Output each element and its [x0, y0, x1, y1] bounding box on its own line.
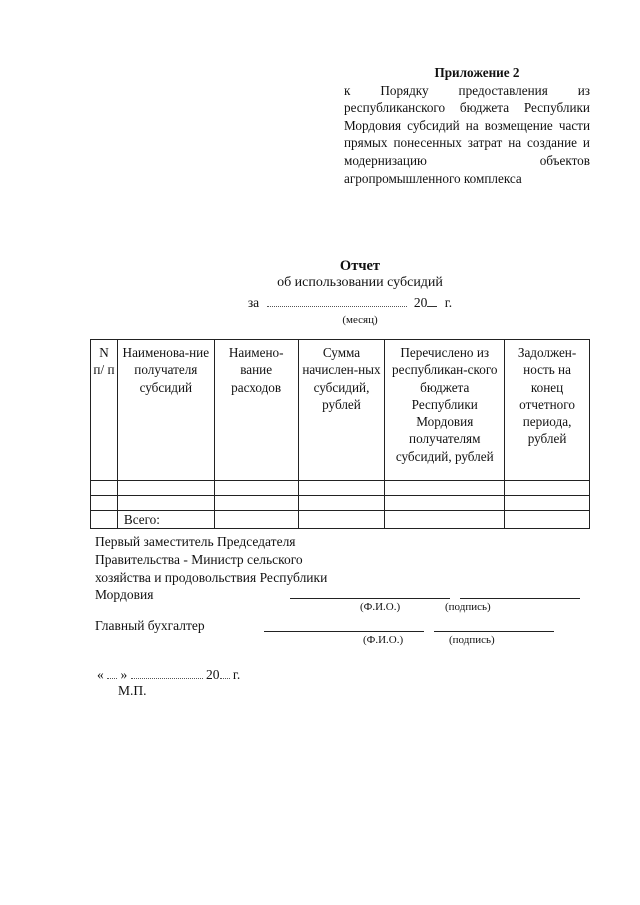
table-header-row [91, 340, 590, 481]
accountant-sign-caption: (подпись) [449, 634, 495, 646]
accountant-fio-line [264, 631, 424, 632]
deputy-fio-caption: (Ф.И.О.) [360, 601, 401, 613]
accountant-fio-caption: (Ф.И.О.) [363, 634, 404, 646]
total-label: Всего: [117, 511, 214, 529]
report-title: Отчет [339, 258, 381, 274]
period-month-blank [267, 294, 407, 307]
date-quote-close: » [120, 667, 128, 682]
deputy-sign-line [460, 598, 580, 599]
appendix-title: Приложение 2 [434, 65, 520, 80]
header-cell-number: N п/ п [91, 340, 118, 481]
stamp-place: М.П. [118, 683, 147, 698]
year-blank [220, 666, 230, 679]
header-cell-transferred: Перечислено из республикан-ского бюджета Республики Мордовия получателям субсидий, рублей [385, 340, 505, 481]
date-quote-open: « [97, 667, 104, 682]
table-row [91, 481, 590, 496]
day-blank [107, 666, 117, 679]
date-year: 20 [206, 667, 220, 682]
appendix-block [344, 64, 590, 187]
accountant-sign-line [434, 631, 554, 632]
table-total-row [91, 511, 590, 529]
report-subtitle: об использовании субсидий [277, 275, 443, 290]
report-period [30, 294, 640, 311]
header-cell-recipient: Наименова-ние получателя субсидий [117, 340, 214, 481]
appendix-text: к Порядку предоставления из республиканского бюджета Республики Мордовия субсидий на возмещение части прямых понесенных затрат на создание и модернизацию объектов агропромышленного комплекса [344, 82, 590, 186]
report-table [90, 339, 590, 529]
date-line [97, 666, 240, 683]
deputy-fio-line [290, 598, 450, 599]
period-suffix: г. [444, 295, 453, 310]
date-year-suffix: г. [232, 667, 241, 682]
deputy-sign-caption: (подпись) [445, 601, 491, 613]
period-year: 20 [413, 295, 428, 310]
deputy-title: Первый заместитель Председателя Правительства - Министр сельского хозяйства и продовольствия Республики Мордовия [95, 534, 328, 603]
table-row [91, 496, 590, 511]
header-cell-expenses: Наимено-вание расходов [214, 340, 298, 481]
header-cell-accrued: Сумма начислен-ных субсидий, рублей [298, 340, 385, 481]
accountant-title: Главный бухгалтер [95, 618, 205, 633]
period-prefix: за [247, 295, 260, 310]
header-cell-debt: Задолжен-ность на конец отчетного периода, рублей [505, 340, 590, 481]
month-blank [131, 666, 203, 679]
period-year-blank [427, 294, 437, 307]
period-caption: (месяц) [342, 314, 378, 326]
